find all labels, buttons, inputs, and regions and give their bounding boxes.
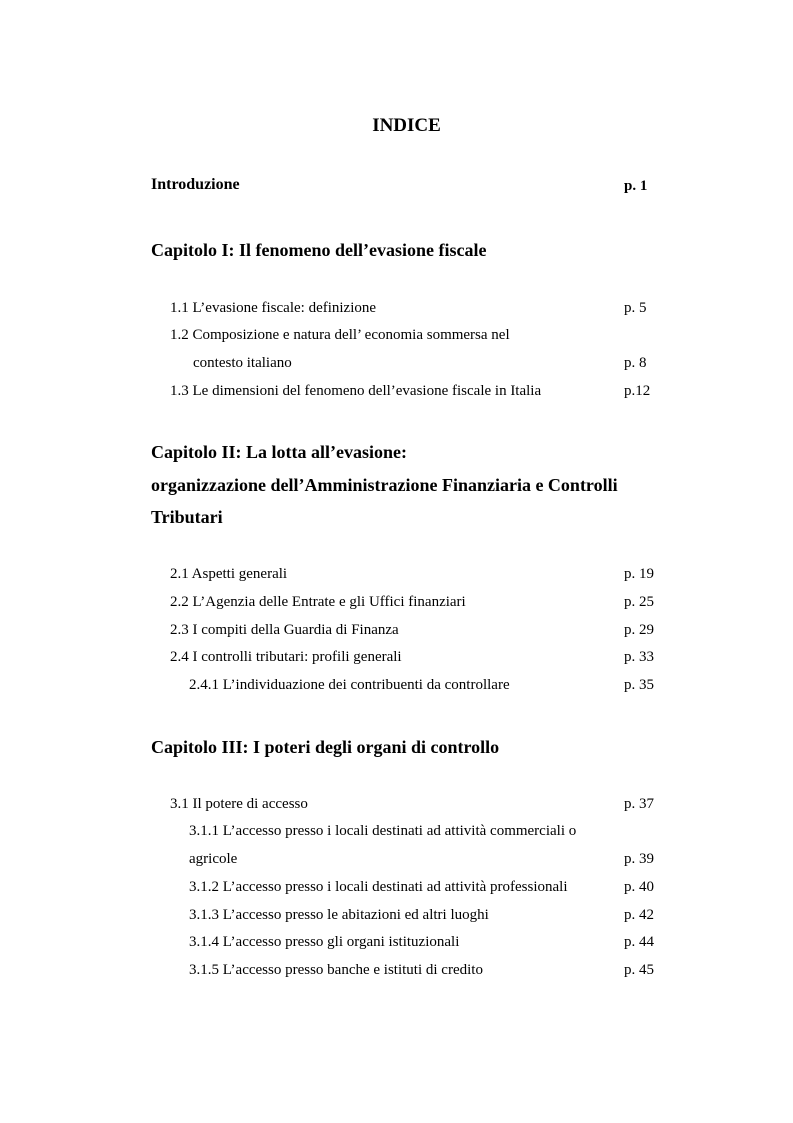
toc-entry-1-2-cont[interactable]: contesto italiano [193, 355, 292, 371]
toc-page-3-1-2: p. 40 [624, 879, 654, 895]
toc-entry-3-1[interactable]: 3.1 Il potere di accesso [170, 796, 308, 812]
toc-entry-3-1-1[interactable]: 3.1.1 L’accesso presso i locali destinati ad attività commerciali o [189, 823, 577, 839]
toc-entry-3-1-1-cont[interactable]: agricole [189, 851, 238, 867]
toc-entry-2-1[interactable]: 2.1 Aspetti generali [170, 566, 288, 582]
toc-page-2-3: p. 29 [624, 622, 654, 638]
chapter-2-heading-line-1[interactable]: Capitolo II: La lotta all’evasione: [151, 442, 407, 462]
toc-page-1-1: p. 5 [624, 300, 647, 316]
toc-page-2-4-1: p. 35 [624, 677, 654, 693]
toc-entry-3-1-2[interactable]: 3.1.2 L’accesso presso i locali destinati ad attività professionali [189, 879, 568, 895]
toc-entry-3-1-3[interactable]: 3.1.3 L’accesso presso le abitazioni ed altri luoghi [189, 907, 489, 923]
toc-page-1-3: p.12 [624, 383, 651, 399]
page-title: INDICE [372, 115, 441, 136]
toc-entry-3-1-4[interactable]: 3.1.4 L’accesso presso gli organi istituzionali [189, 934, 460, 950]
toc-page-3-1-1: p. 39 [624, 851, 654, 867]
chapter-2-heading-line-2[interactable]: organizzazione dell’Amministrazione Finanziaria e Controlli [151, 475, 618, 495]
toc-entry-2-2[interactable]: 2.2 L’Agenzia delle Entrate e gli Uffici finanziari [170, 594, 466, 610]
toc-page-3-1-5: p. 45 [624, 962, 654, 978]
toc-page-1-2: p. 8 [624, 355, 647, 371]
toc-entry-1-3[interactable]: 1.3 Le dimensioni del fenomeno dell’evasione fiscale in Italia [170, 383, 542, 399]
chapter-2-heading-line-3[interactable]: Tributari [151, 507, 223, 527]
chapter-1-heading[interactable]: Capitolo I: Il fenomeno dell’evasione fiscale [151, 240, 487, 260]
toc-entry-3-1-5[interactable]: 3.1.5 L’accesso presso banche e istituti di credito [189, 962, 483, 978]
toc-page-3-1: p. 37 [624, 796, 654, 812]
toc-entry-2-3[interactable]: 2.3 I compiti della Guardia di Finanza [170, 622, 399, 638]
toc-page-2-1: p. 19 [624, 566, 654, 582]
toc-page-2-4: p. 33 [624, 649, 654, 665]
toc-entry-2-4[interactable]: 2.4 I controlli tributari: profili generali [170, 649, 402, 665]
toc-page-3-1-4: p. 44 [624, 934, 654, 950]
toc-entry-1-2[interactable]: 1.2 Composizione e natura dell’ economia sommersa nel [170, 327, 510, 343]
toc-entry-1-1[interactable]: 1.1 L’evasione fiscale: definizione [170, 300, 377, 316]
toc-page-2-2: p. 25 [624, 594, 654, 610]
toc-introduction-label[interactable]: Introduzione [151, 176, 240, 193]
toc-entry-2-4-1[interactable]: 2.4.1 L’individuazione dei contribuenti da controllare [189, 677, 510, 693]
chapter-3-heading[interactable]: Capitolo III: I poteri degli organi di controllo [151, 737, 500, 757]
toc-introduction-page: p. 1 [624, 178, 648, 194]
toc-page-3-1-3: p. 42 [624, 907, 654, 923]
